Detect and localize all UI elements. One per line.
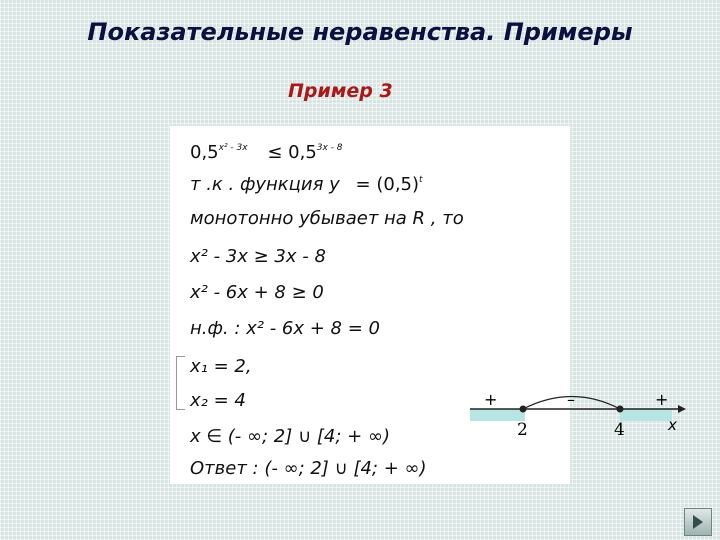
- example-label: Пример 3: [288, 80, 393, 102]
- sign-middle: –: [567, 390, 575, 409]
- answer-line: Ответ : (- ∞; 2] ∪ [4; + ∞): [190, 458, 427, 479]
- root-1: x₁ = 2,: [190, 356, 252, 377]
- point-label-4: 4: [614, 420, 625, 440]
- next-slide-button[interactable]: [684, 508, 712, 536]
- system-brace: [176, 356, 185, 410]
- root-2: x₂ = 4: [190, 390, 246, 411]
- axis-arrow: [678, 405, 686, 413]
- monotonic-line: монотонно убывает на R , то: [190, 208, 464, 229]
- exponent-left: x² - 3x: [218, 143, 248, 153]
- relation-value: ≤ 0,5: [267, 142, 317, 163]
- inequality-line: [190, 142, 343, 163]
- sign-left: +: [484, 390, 498, 409]
- step-line-6: н.ф. : x² - 6x + 8 = 0: [190, 318, 380, 339]
- base-value: 0,5: [190, 142, 219, 163]
- step-line-5: x² - 6x + 8 ≥ 0: [190, 282, 324, 303]
- point-label-2: 2: [517, 420, 528, 440]
- function-formula: = (0,5): [355, 174, 420, 195]
- sign-right: +: [655, 390, 669, 409]
- number-line: [470, 380, 690, 440]
- function-text: т .к . функция y: [190, 174, 340, 195]
- axis-label: x: [668, 416, 677, 434]
- right-interval-fill: [620, 409, 672, 421]
- exponent-right: 3x - 8: [316, 143, 343, 153]
- function-line: [190, 174, 423, 195]
- point-4: [617, 406, 624, 413]
- point-2: [520, 406, 527, 413]
- step-line-4: x² - 3x ≥ 3x - 8: [190, 246, 326, 267]
- solution-set: x ∈ (- ∞; 2] ∪ [4; + ∞): [190, 426, 390, 447]
- function-exponent: t: [419, 175, 423, 185]
- slide-title: Показательные неравенства. Примеры: [87, 18, 633, 46]
- next-slide-icon: [689, 513, 707, 531]
